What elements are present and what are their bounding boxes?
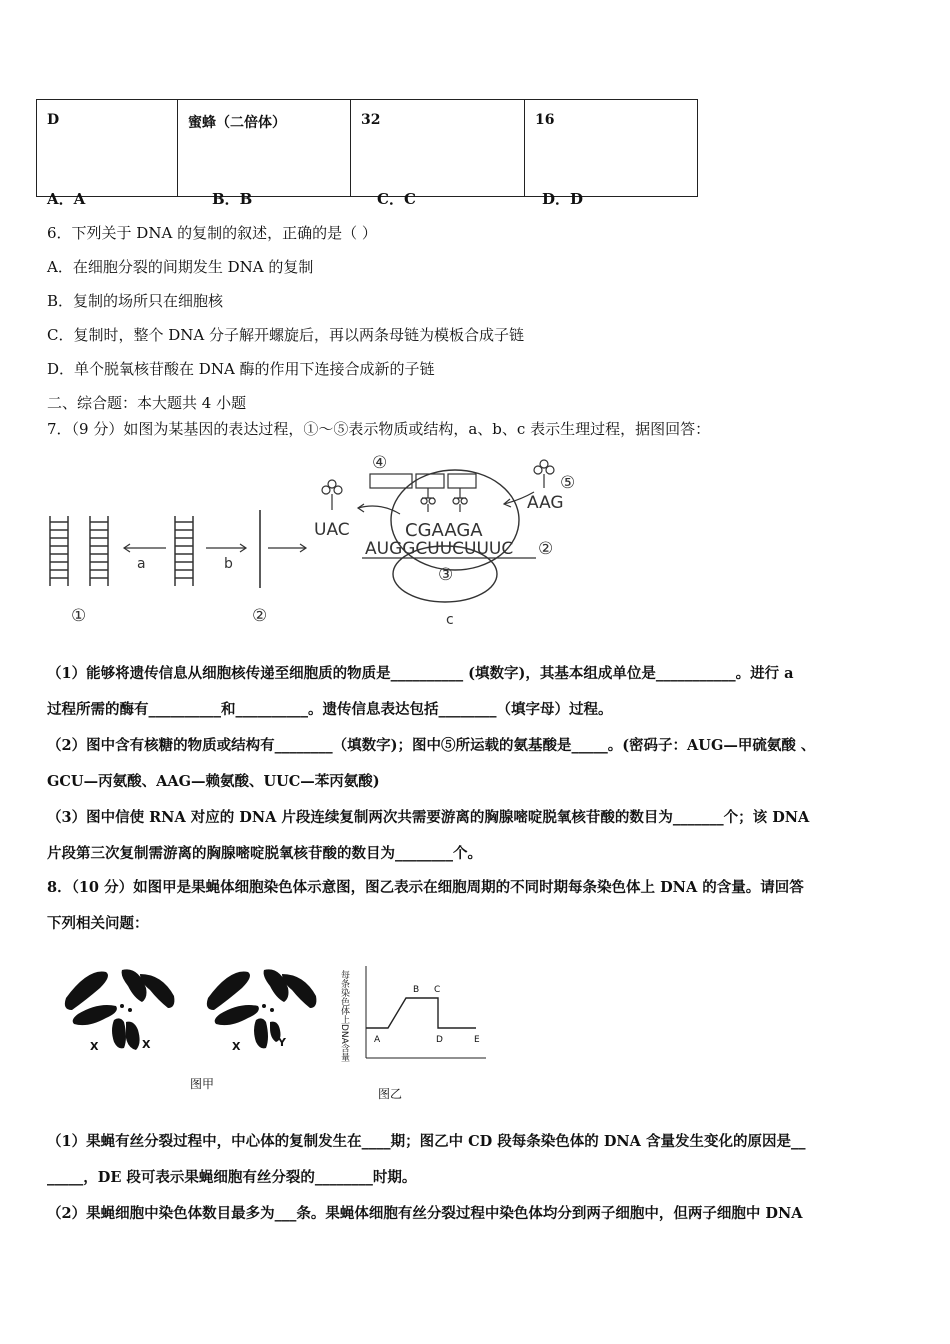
label-2: ② [252, 606, 268, 626]
dna-ladder-right [175, 516, 193, 586]
label-a: a [137, 556, 146, 572]
mrna-sequence: AUGGCUUCUUUC [365, 539, 514, 559]
table-cell-organism: 蜜蜂（二倍体） [178, 100, 351, 197]
point-c: C [434, 985, 441, 995]
label-x3: X [232, 1040, 241, 1053]
trna-incoming-icon [534, 460, 554, 488]
q7-part3-line1: （3）图中信使 RNA 对应的 DNA 片段连续复制两次共需要游离的胸腺嘧啶脱氧核苷酸的数目为_______个；该 DNA [47, 809, 810, 826]
amino-acid-box [448, 474, 476, 488]
y-axis-label: 每条染色体上DNA含量 [339, 970, 349, 1062]
option-c: C．C [377, 190, 416, 208]
q8-part2-line1: （2）果蝇细胞中染色体数目最多为___条。果蝇体细胞有丝分裂过程中染色体均分到两子细胞中，但两子细胞中 DNA [47, 1205, 803, 1222]
q7-stem: 7．（9 分）如图为某基因的表达过程，①～⑤表示物质或结构，a、b、c 表示生理过程，据图回答： [47, 420, 711, 438]
q6-option-d: D．单个脱氧核苷酸在 DNA 酶的作用下连接合成新的子链 [47, 360, 435, 378]
point-a: A [374, 1035, 381, 1045]
options-table [36, 99, 698, 197]
label-y: Y [278, 1036, 286, 1049]
dna-content-graph [336, 958, 496, 1108]
q7-part3-line2: 片段第三次复制需游离的胸腺嘧啶脱氧核苷酸的数目为________个。 [47, 845, 482, 862]
q8-stem-line1: 8．（10 分）如图甲是果蝇体细胞染色体示意图，图乙表示在细胞周期的不同时期每条染色体上 DNA 的含量。请回答 [47, 879, 804, 896]
anticodon-sequence: CGAAGA [405, 520, 483, 541]
trna-icon [421, 488, 467, 512]
arrow-a [124, 544, 166, 552]
table-row [37, 100, 698, 197]
q6-option-a: A．在细胞分裂的间期发生 DNA 的复制 [47, 258, 314, 276]
dna-ladder-left [50, 516, 108, 586]
q7-part1-line1: （1）能够将遗传信息从细胞核传递至细胞质的物质是__________ (填数字)，其基本组成单位是___________。进行 a [47, 665, 794, 682]
table-cell-gamete-count: 16 [525, 100, 698, 197]
q7-part2-line2: GCU—丙氨酸、AAG—赖氨酸、UUC—苯丙氨酸) [47, 773, 380, 790]
exit-arrow-head [358, 504, 364, 512]
label-3: ③ [438, 565, 454, 585]
amino-acid-box [416, 474, 444, 488]
option-d: D．D [542, 190, 584, 208]
point-e: E [474, 1035, 480, 1045]
trna-leaving-icon [322, 480, 342, 510]
label-x1: X [90, 1040, 99, 1053]
q8-part1-line1: （1）果蝇有丝分裂过程中，中心体的复制发生在____期；图乙中 CD 段每条染色体的 DNA 含量发生变化的原因是__ [47, 1133, 806, 1150]
q7-part1-line2: 过程所需的酶有__________和__________。遗传信息表达包括________（填字母）过程。 [47, 701, 613, 718]
chromosome-set-female [65, 969, 175, 1050]
label-c: c [446, 612, 454, 628]
chromosome-figure [58, 958, 338, 1098]
q8-part1-line2: _____，DE 段可表示果蝇细胞有丝分裂的________时期。 [47, 1169, 417, 1186]
section-heading: 二、综合题：本大题共 4 小题 [47, 394, 247, 412]
gene-expression-figure [40, 448, 620, 638]
label-2b: ② [538, 539, 554, 559]
anticodon-uac: UAC [314, 520, 350, 540]
table-cell-somatic-count: 32 [351, 100, 525, 197]
label-x2: X [142, 1038, 151, 1051]
q6-stem: 6．下列关于 DNA 的复制的叙述，正确的是（ ） [47, 224, 377, 242]
arrow-to-ribosome [268, 544, 306, 552]
chromosome-set-male [207, 969, 317, 1048]
q6-option-c: C．复制时，整个 DNA 分子解开螺旋后，再以两条母链为模板合成子链 [47, 326, 525, 344]
label-1: ① [71, 606, 87, 626]
label-b: b [224, 556, 233, 572]
option-b: B．B [212, 190, 253, 208]
figure-jia-caption: 图甲 [190, 1077, 215, 1091]
point-d: D [436, 1035, 443, 1045]
point-b: B [413, 985, 420, 995]
q7-part2-line1: （2）图中含有核糖的物质或结构有________（填数字)；图中⑤所运载的氨基酸是_____。(密码子：AUG—甲硫氨酸 、 [47, 737, 816, 754]
q8-stem-line2: 下列相关问题： [47, 915, 149, 932]
option-a: A．A [47, 190, 86, 208]
label-5: ⑤ [560, 473, 576, 493]
arrow-b [206, 544, 246, 552]
dna-curve [366, 998, 476, 1028]
q6-option-b: B．复制的场所只在细胞核 [47, 292, 224, 310]
anticodon-aag: AAG [527, 493, 564, 513]
label-4: ④ [372, 453, 388, 473]
table-cell-option: D [37, 100, 178, 197]
polypeptide-chain [370, 474, 412, 488]
figure-yi-caption: 图乙 [378, 1087, 403, 1101]
